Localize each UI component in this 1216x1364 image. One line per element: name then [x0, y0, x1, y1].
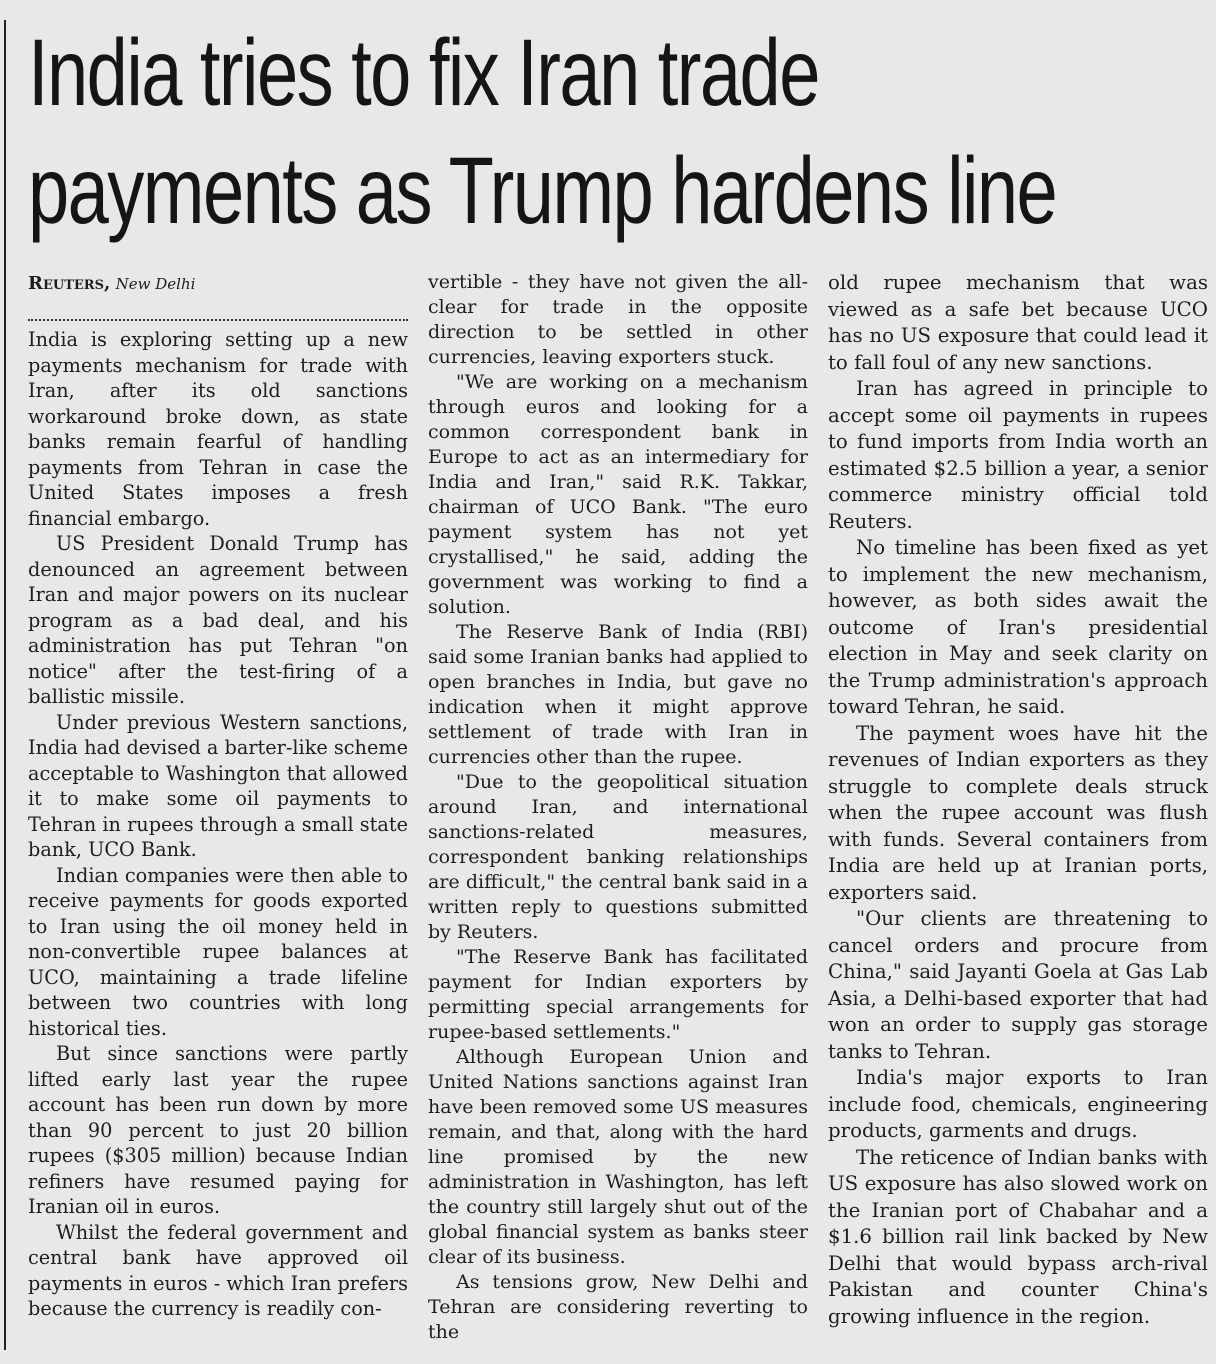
article-column-1: [28, 270, 408, 1322]
headline-line-1: India tries to fix Iran trade: [28, 20, 819, 126]
paragraph: The Reserve Bank of India (RBI) said some Iranian banks had applied to open branches in India, but gave no indication when it might approve settlement of trade with Iran in currencies other than the rupee.: [428, 621, 808, 768]
paragraph: "The Reserve Bank has facilitated payment for Indian exporters by permitting special arrangements for rupee-based settlements.": [428, 946, 808, 1043]
paragraph: Although European Union and United Nations sanctions against Iran have been removed some US measures remain, and that, along with the hard line promised by the new administration in Washington, has left the country still largely shut out of the global financial system as banks steer clear of its business.: [428, 1046, 808, 1268]
paragraph: Under previous Western sanctions, India had devised a barter-like scheme acceptable to Washington that allowed it to make some oil payments to Tehran in rupees through a small state bank, UCO Bank.: [28, 710, 408, 861]
paragraph: The payment woes have hit the revenues of Indian exporters as they struggle to complete deals struck when the rupee account was flush with funds. Several containers from India are held up at Iranian ports, exporters said.: [828, 721, 1208, 904]
byline: [28, 270, 408, 297]
article-column-2: [428, 270, 808, 1345]
paragraph: US President Donald Trump has denounced an agreement between Iran and major powers on its nuclear program as a bad deal, and his administration has put Tehran "on notice" after the test-firing of a ballistic missile.: [28, 532, 408, 708]
headline: [28, 14, 1057, 250]
paragraph: "We are working on a mechanism through euros and looking for a common correspondent bank in Europe to act as an intermediary for India and Iran," said R.K. Takkar, chairman of UCO Bank. "The euro payment system has not yet crystallised," he said, adding the government was working to find a solution.: [428, 371, 808, 618]
paragraph: vertible - they have not given the all-clear for trade in the opposite direction to be settled in other currencies, leaving exporters stuck.: [428, 271, 808, 368]
paragraph: But since sanctions were partly lifted early last year the rupee account has been run down by more than 90 percent to just 20 billion rupees ($305 million) because Indian refiners have resumed paying for Iranian oil in euros.: [28, 1042, 408, 1218]
paragraph: Whilst the federal government and central bank have approved oil payments in euros - which Iran prefers because the currency is readily con-: [28, 1220, 408, 1320]
paragraph: old rupee mechanism that was viewed as a safe bet because UCO has no US exposure that could lead it to fall foul of any new sanctions.: [828, 271, 1208, 374]
byline-agency: Reuters,: [28, 273, 111, 294]
paragraph: "Our clients are threatening to cancel orders and procure from China," said Jayanti Goela at Gas Lab Asia, a Delhi-based exporter that had won an order to supply gas storage tanks to Tehran.: [828, 907, 1208, 1063]
headline-line-2: payments as Trump hardens line: [28, 138, 1057, 244]
paragraph: India is exploring setting up a new payments mechanism for trade with Iran, after its old sanctions workaround broke down, as state banks remain fearful of handling payments from Tehran in case the United States imposes a fresh financial embargo.: [28, 328, 408, 530]
paragraph: No timeline has been fixed as yet to implement the new mechanism, however, as both sides await the outcome of Iran's presidential election in May and seek clarity on the Trump administration's approach toward Tehran, he said.: [828, 536, 1208, 718]
paragraph: Indian companies were then able to receive payments for goods exported to Iran using the oil money held in non-convertible rupee balances at UCO, maintaining a trade lifeline between two countries with long historical ties.: [28, 863, 408, 1040]
paragraph: As tensions grow, New Delhi and Tehran are considering reverting to the: [428, 1271, 808, 1343]
column-rule: [4, 20, 6, 1350]
byline-place: New Delhi: [115, 275, 196, 293]
paragraph: The reticence of Indian banks with US exposure has also slowed work on the Iranian port of Chabahar and a $1.6 billion rail link backed by New Delhi that would bypass arch-rival Pakistan and counter China's growing influence in the region.: [828, 1145, 1208, 1328]
paragraph: Iran has agreed in principle to accept some oil payments in rupees to fund imports from India worth an estimated $2.5 billion a year, a senior commerce ministry official told Reuters.: [828, 377, 1208, 533]
paragraph: India's major exports to Iran include food, chemicals, engineering products, garments and drugs.: [828, 1066, 1208, 1142]
paragraph: "Due to the geopolitical situation around Iran, and international sanctions-related measures, correspondent banking relationships are difficult," the central bank said in a written reply to questions submitted by Reuters.: [428, 771, 808, 943]
dotted-separator: [28, 307, 408, 321]
article-column-3: [828, 270, 1208, 1330]
